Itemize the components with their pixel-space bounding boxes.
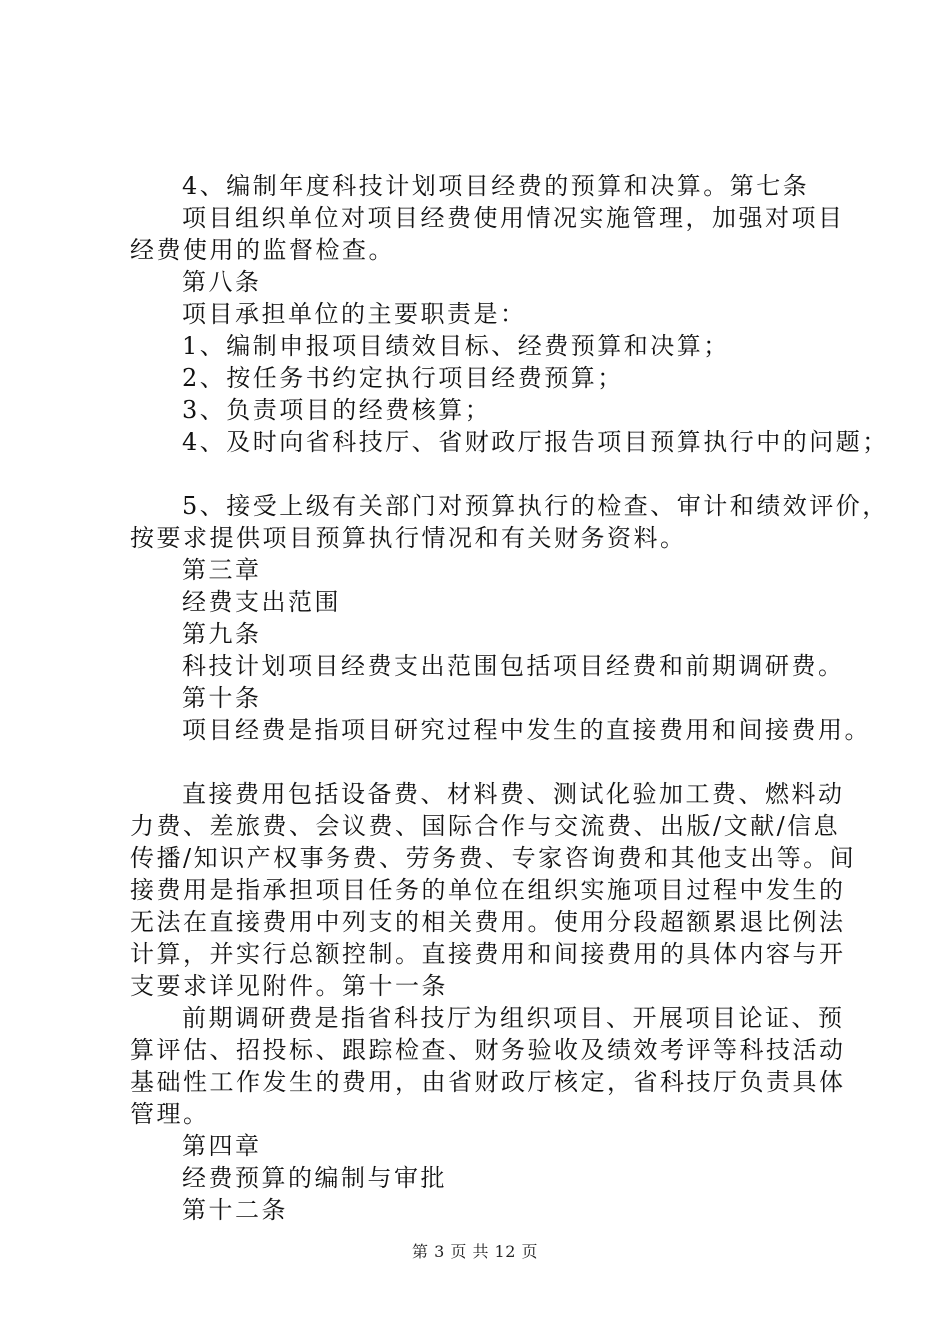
paragraph-line: 项目承担单位的主要职责是： <box>182 300 527 328</box>
article-heading: 第八条 <box>182 268 262 296</box>
paragraph-line: 力费、差旅费、会议费、国际合作与交流费、出版/文献/信息 <box>130 812 841 840</box>
paragraph-line: 直接费用包括设备费、材料费、测试化验加工费、燃料动 <box>182 780 845 808</box>
paragraph-line: 项目组织单位对项目经费使用情况实施管理，加强对项目 <box>182 204 845 232</box>
paragraph-line: 科技计划项目经费支出范围包括项目经费和前期调研费。 <box>182 652 845 680</box>
document-body <box>130 170 889 1226</box>
list-item: 4、及时向省科技厅、省财政厅报告项目预算执行中的问题； <box>182 428 889 456</box>
list-item: 5、接受上级有关部门对预算执行的检查、审计和绩效评价， <box>182 492 889 520</box>
paragraph-line: 管理。 <box>130 1100 210 1128</box>
paragraph-line: 经费使用的监督检查。 <box>130 236 395 264</box>
paragraph-line: 支要求详见附件。第十一条 <box>130 972 448 1000</box>
chapter-title: 经费支出范围 <box>182 588 341 616</box>
article-heading: 第十二条 <box>182 1196 288 1224</box>
blank-line <box>130 746 840 778</box>
paragraph-line: 传播/知识产权事务费、劳务费、专家咨询费和其他支出等。间 <box>130 844 857 872</box>
chapter-heading: 第三章 <box>182 556 262 584</box>
article-heading: 第九条 <box>182 620 262 648</box>
paragraph-line: 项目经费是指项目研究过程中发生的直接费用和间接费用。 <box>182 716 871 744</box>
paragraph-line: 按要求提供项目预算执行情况和有关财务资料。 <box>130 524 687 552</box>
paragraph-line: 计算，并实行总额控制。直接费用和间接费用的具体内容与开 <box>130 940 846 968</box>
paragraph-line: 4、编制年度科技计划项目经费的预算和决算。第七条 <box>182 172 810 200</box>
paragraph-line: 接费用是指承担项目任务的单位在组织实施项目过程中发生的 <box>130 876 846 904</box>
list-item: 3、负责项目的经费核算； <box>182 396 492 424</box>
paragraph-line: 前期调研费是指省科技厅为组织项目、开展项目论证、预 <box>182 1004 845 1032</box>
chapter-heading: 第四章 <box>182 1132 262 1160</box>
article-heading: 第十条 <box>182 684 262 712</box>
paragraph-line: 基础性工作发生的费用，由省财政厅核定，省科技厅负责具体 <box>130 1068 846 1096</box>
paragraph-line: 无法在直接费用中列支的相关费用。使用分段超额累退比例法 <box>130 908 846 936</box>
paragraph-line: 算评估、招投标、跟踪检查、财务验收及绩效考评等科技活动 <box>130 1036 846 1064</box>
blank-line <box>130 458 840 490</box>
list-item: 2、按任务书约定执行项目经费预算； <box>182 364 624 392</box>
page-footer <box>0 1239 950 1262</box>
chapter-title: 经费预算的编制与审批 <box>182 1164 447 1192</box>
list-item: 1、编制申报项目绩效目标、经费预算和决算； <box>182 332 730 360</box>
page-number: 第 3 页 共 12 页 <box>412 1242 538 1261</box>
